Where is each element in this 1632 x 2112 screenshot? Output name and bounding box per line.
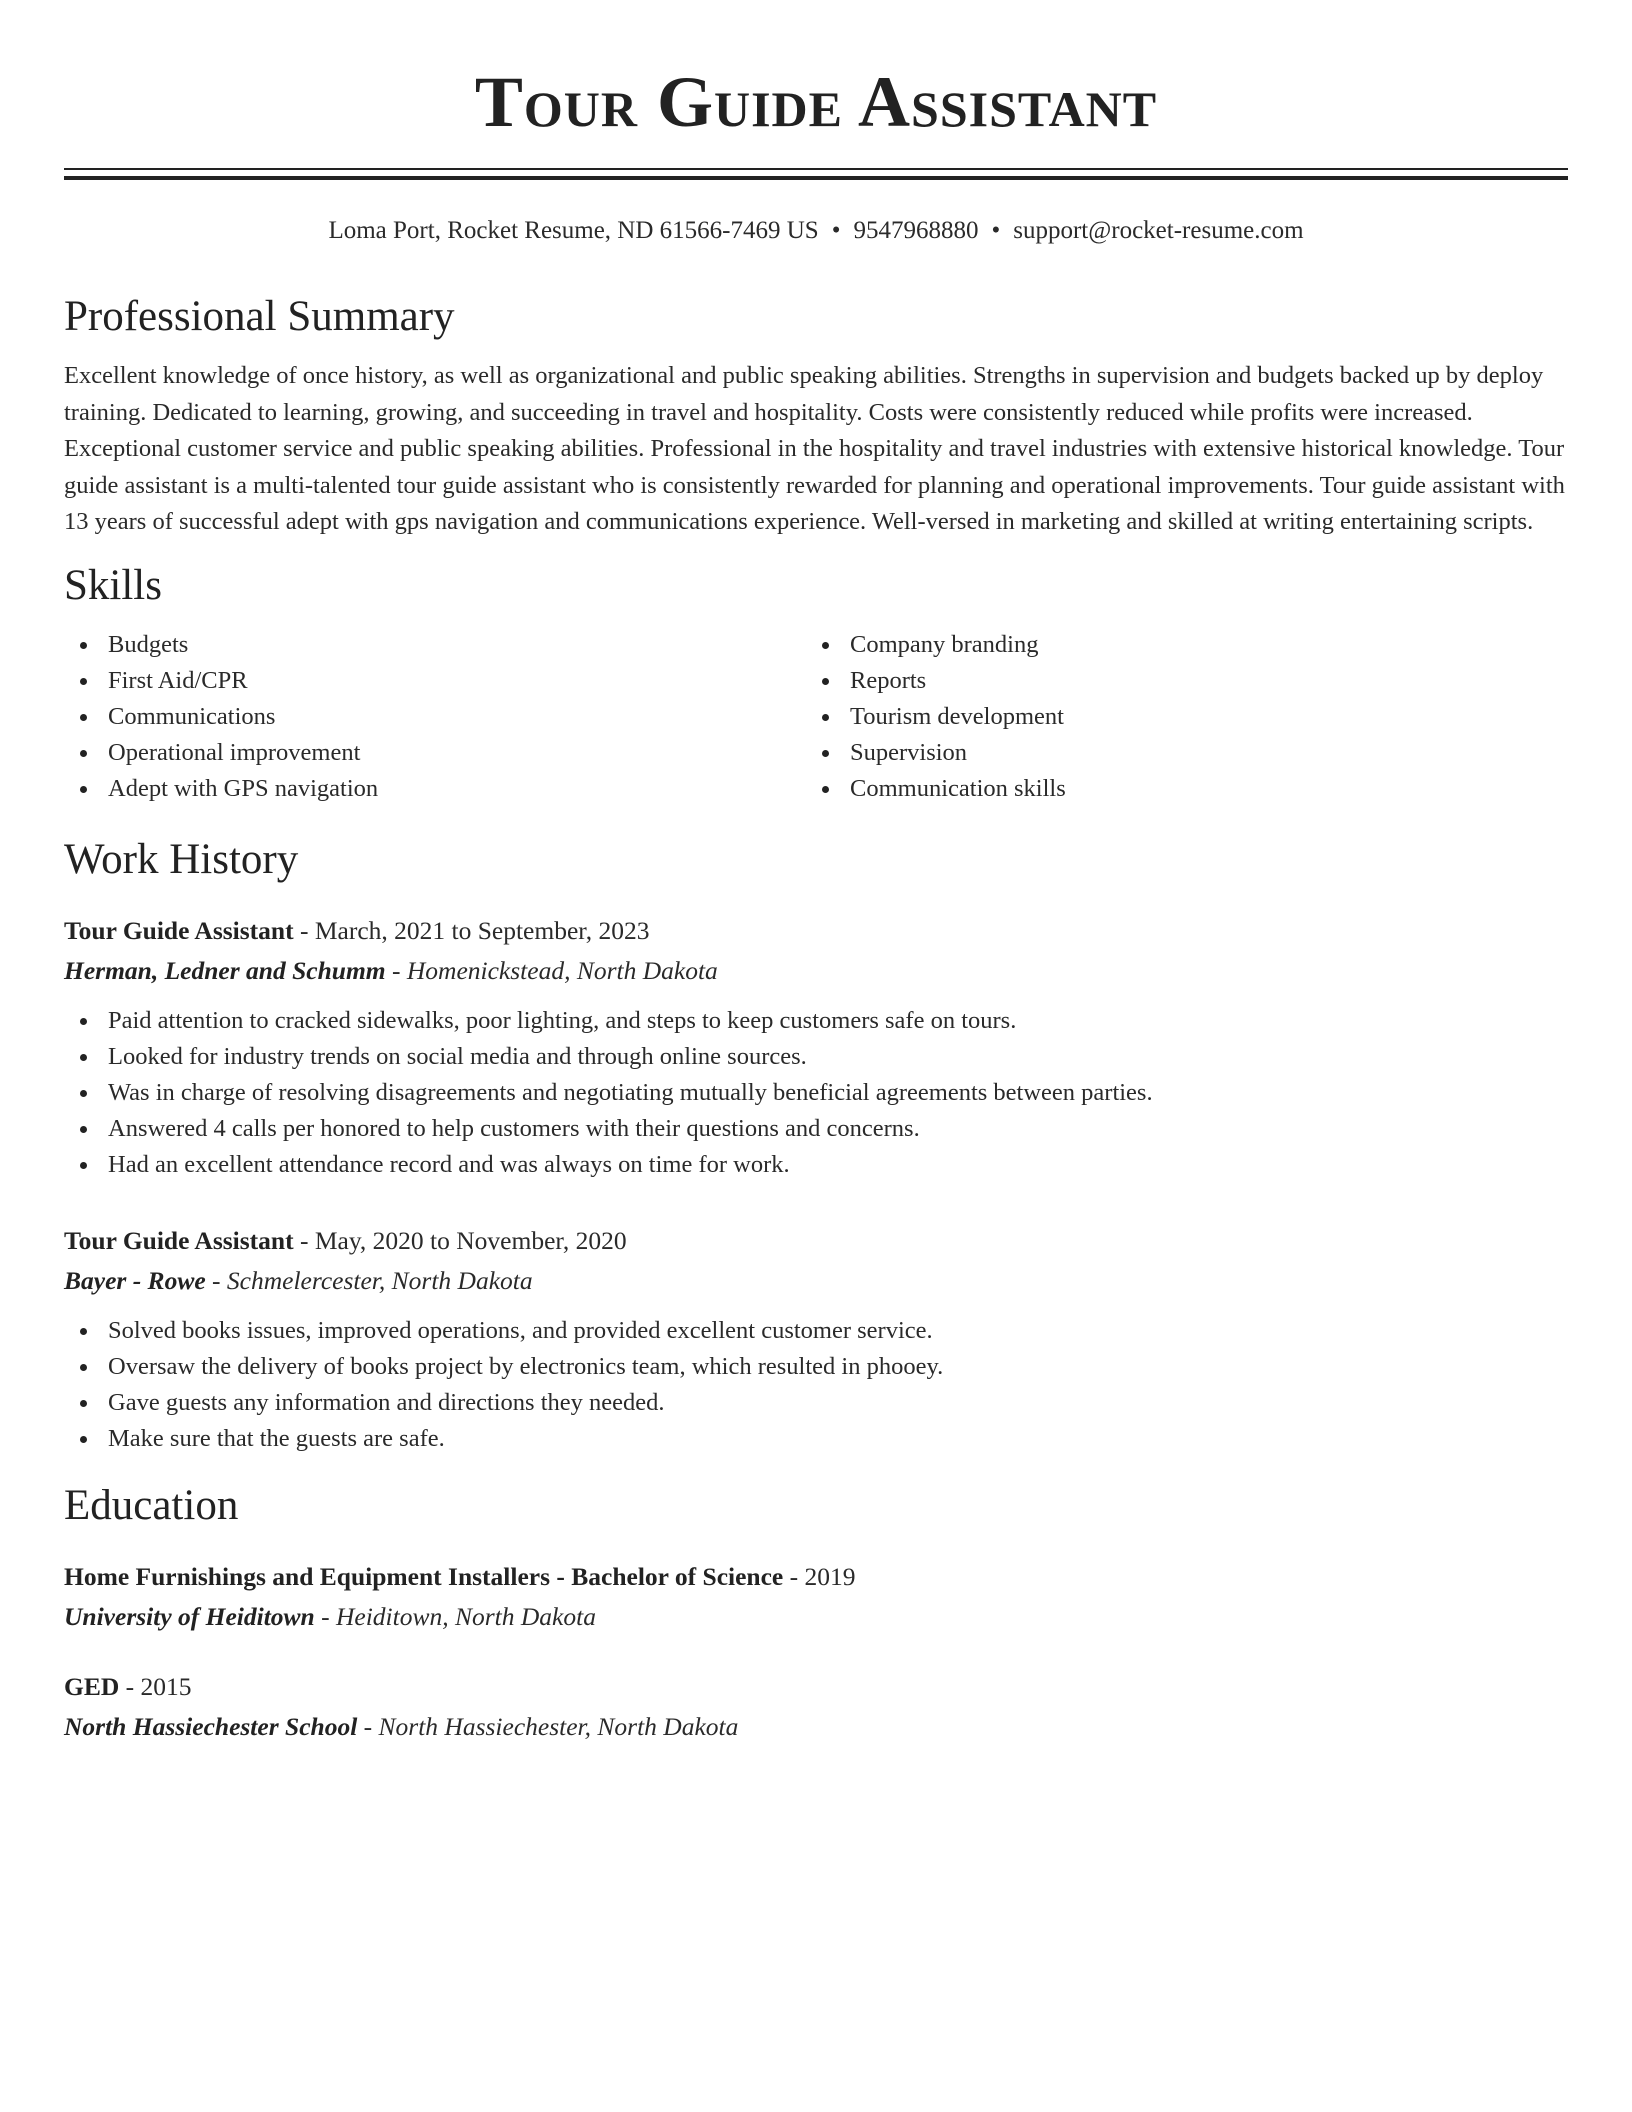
contact-line: [64, 214, 1568, 248]
job-title-line: [64, 911, 1568, 951]
section-title-summary: Professional Summary: [64, 293, 455, 340]
employer-name: Herman, Ledner and Schumm: [64, 955, 386, 985]
education-entry: [64, 1557, 1568, 1637]
degree-year: - 2019: [783, 1561, 856, 1591]
skill-item: Tourism development: [806, 699, 1548, 735]
section-title-education: Education: [64, 1481, 239, 1529]
job-bullet: Solved books issues, improved operations, and provided excellent customer service.: [64, 1313, 1568, 1349]
section-title-skills: Skills: [64, 561, 162, 609]
job-dates: - March, 2021 to September, 2023: [293, 915, 650, 945]
job-title: Tour Guide Assistant: [64, 1225, 294, 1255]
job-title-line: [64, 1221, 1568, 1261]
job-bullet: Gave guests any information and directions they needed.: [64, 1385, 1568, 1421]
school-location: - North Hassiechester, North Dakota: [357, 1711, 739, 1741]
skill-item: Supervision: [806, 735, 1548, 771]
job-bullet: Paid attention to cracked sidewalks, poor lighting, and steps to keep customers safe on tours.: [64, 1003, 1568, 1039]
job-bullet: Had an excellent attendance record and was always on time for work.: [64, 1147, 1568, 1183]
job-bullet: Answered 4 calls per honored to help customers with their questions and concerns.: [64, 1111, 1568, 1147]
job-entry: [64, 911, 1568, 1183]
degree-year: - 2015: [119, 1671, 192, 1701]
summary-text: Excellent knowledge of once history, as well as organizational and public speaking abilities. Strengths in supervision and budgets backed up by deploy training. Dedicated to learning, growing, and succeeding in travel and hospitality. Costs were consistently reduced while profits were increased. Exceptional customer service and public speaking abilities. Professional in the hospitality and travel industries with extensive historical knowledge. Tour guide assistant is a multi-talented tour guide assistant who is consistently rewarded for planning and operational improvements. Tour guide assistant with 13 years of successful adept with gps navigation and communications experience. Well-versed in marketing and skilled at writing entertaining scripts.: [64, 362, 1565, 535]
job-bullet: Make sure that the guests are safe.: [64, 1421, 1568, 1457]
skill-item: Reports: [806, 663, 1548, 699]
header-rule-thin: [64, 168, 1568, 170]
skill-item: Adept with GPS navigation: [64, 771, 806, 807]
job-bullets: [64, 1313, 1568, 1457]
resume-name: Tour Guide Assistant: [474, 62, 1158, 142]
skill-item: Communication skills: [806, 771, 1548, 807]
degree-name: GED: [64, 1671, 120, 1701]
employer-name: Bayer - Rowe: [64, 1265, 206, 1295]
contact-separator: •: [831, 217, 841, 244]
school-name: North Hassiechester School: [64, 1711, 358, 1741]
employer-line: [64, 1261, 1568, 1301]
skill-item: Operational improvement: [64, 735, 806, 771]
skill-item: Budgets: [64, 627, 806, 663]
skill-item: First Aid/CPR: [64, 663, 806, 699]
contact-phone: 9547968880: [853, 217, 979, 244]
job-entry: [64, 1221, 1568, 1457]
education-entry: [64, 1667, 1568, 1747]
job-dates: - May, 2020 to November, 2020: [293, 1225, 627, 1255]
skill-item: Company branding: [806, 627, 1548, 663]
skills-column-left: [64, 627, 806, 807]
contact-email: support@rocket-resume.com: [1013, 217, 1304, 244]
school-location: - Heiditown, North Dakota: [314, 1601, 596, 1631]
employer-location: - Homenickstead, North Dakota: [385, 955, 718, 985]
degree-name: Home Furnishings and Equipment Installers - Bachelor of Science: [64, 1561, 784, 1591]
employer-location: - Schmelercester, North Dakota: [205, 1265, 533, 1295]
header-rule-thick: [64, 176, 1568, 180]
school-line: [64, 1707, 1568, 1747]
skills-grid: [64, 627, 1568, 807]
school-line: [64, 1597, 1568, 1637]
degree-line: [64, 1667, 1568, 1707]
job-title: Tour Guide Assistant: [64, 915, 294, 945]
degree-line: [64, 1557, 1568, 1597]
job-bullet: Was in charge of resolving disagreements and negotiating mutually beneficial agreements between parties.: [64, 1075, 1568, 1111]
job-bullet: Oversaw the delivery of books project by electronics team, which resulted in phooey.: [64, 1349, 1568, 1385]
contact-separator: •: [991, 217, 1001, 244]
skills-column-right: [806, 627, 1548, 807]
contact-address: Loma Port, Rocket Resume, ND 61566-7469 US: [328, 217, 819, 244]
employer-line: [64, 951, 1568, 991]
skill-item: Communications: [64, 699, 806, 735]
job-bullets: [64, 1003, 1568, 1183]
job-bullet: Looked for industry trends on social media and through online sources.: [64, 1039, 1568, 1075]
school-name: University of Heiditown: [64, 1601, 315, 1631]
section-title-work-history: Work History: [64, 835, 299, 883]
